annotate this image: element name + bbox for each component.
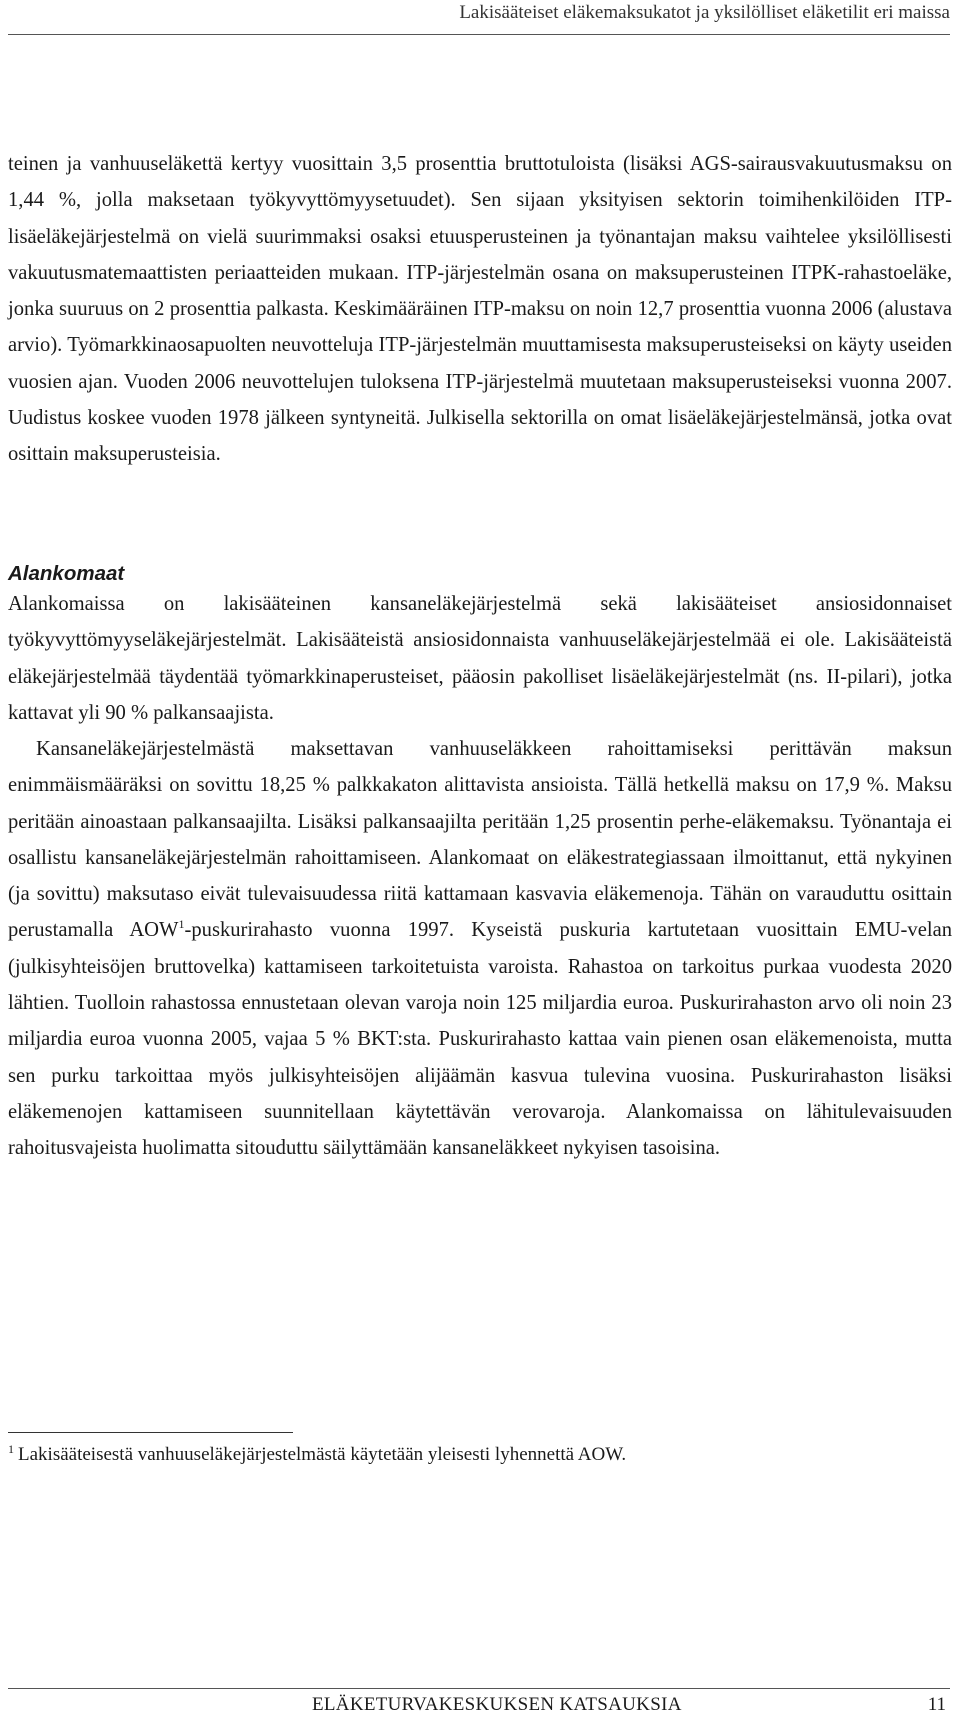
footnote-reference[interactable]: 1 — [178, 917, 185, 932]
footnote-mark: 1 — [8, 1441, 14, 1456]
header-divider — [8, 34, 950, 35]
paragraph-1 — [8, 146, 952, 473]
paragraph-text-part: -puskurirahasto vuonna 1997. Kyseistä puskuria kartutetaan vuosittain EMU-velan (julkisyhteisöjen bruttovelka) kattamiseen tarkoitetuista varoista. Rahastoa on tarkoitus purkaa vuodesta 2020 lähtien. Tuolloin rahastossa ennustetaan olevan varoja noin 125 miljardia euroa. Puskurirahaston arvo oli noin 23 miljardia euroa vuonna 2005, vajaa 5 % BKT:sta. Puskurirahasto kattaa vain pienen osan eläkemenoista, mutta sen purku tarkoittaa myös julkisyhteisöjen alijäämän kasvua tulevina vuosina. Puskurirahaston lisäksi eläkemenojen kattamiseen suunnitellaan käytettävän verovaroja. Alankomaissa on lähitulevaisuuden rahoitusvajeista huolimatta sitouduttu säilyttämään kansaneläkkeet nykyisen tasoisina. — [8, 919, 953, 1160]
footnote — [8, 1440, 626, 1470]
footer-publication-title: ELÄKETURVAKESKUKSEN KATSAUKSIA — [312, 1694, 682, 1715]
footer-divider — [8, 1688, 950, 1689]
running-header: Lakisääteiset eläkemaksukatot ja yksilölliset eläketilit eri maissa — [459, 2, 950, 23]
footnote-text: Lakisääteisestä vanhuuseläkejärjestelmästä käytetään yleisesti lyhennettä AOW. — [18, 1444, 627, 1465]
paragraph-text-part: Kansaneläkejärjestelmästä maksettavan vanhuuseläkkeen rahoittamiseksi perittävän maksun enimmäismääräksi on sovittu 18,25 % palkkakaton alittavista ansioista. Tällä hetkellä maksu on 17,9 %. Maksu peritään ainoastaan palkansaajilta. Lisäksi palkansaajilta peritään 1,25 prosentin perhe-eläkemaksu. Työnantaja ei osallistu kansaneläkejärjestelmän rahoittamiseen. Alankomaat on eläkestrategiassaan ilmoittanut, että nykyinen (ja sovittu) maksutaso eivät tulevaisuudessa riitä kattamaan kasvavia eläkemenoja. Tähän on varauduttu osittain perustamalla AOW — [8, 738, 952, 942]
paragraph-text: Alankomaissa on lakisääteinen kansaneläkejärjestelmä sekä lakisääteiset ansiosidonnaiset työkyvyttömyyseläkejärjestelmät. Lakisääteistä ansiosidonnaista vanhuuseläkejärjestelmää ei ole. Lakisääteistä eläkejärjestelmää täydentää työmarkkinaperusteiset, pääosin pakolliset lisäeläkejärjestelmät (ns. II-pilari), jotka kattavat yli 90 % palkansaajista. — [8, 593, 952, 724]
page-number: 11 — [927, 1694, 946, 1715]
paragraph-2 — [8, 586, 952, 731]
paragraph-3 — [8, 731, 952, 1167]
footnote-divider — [8, 1432, 293, 1433]
section-heading: Alankomaat — [8, 562, 125, 585]
paragraph-text: teinen ja vanhuuseläkettä kertyy vuosittain 3,5 prosenttia bruttotuloista (lisäksi AGS-sairausvakuutusmaksu on 1,44 %, jolla maksetaan työkyvyttömyysetuudet). Sen sijaan yksityisen sektorin toimihenkilöiden ITP-lisäeläkejärjestelmä on vielä suurimmaksi osaksi etuusperusteinen ja työnantajan maksu vaihtelee yksilöllisesti vakuutusmatemaattisten periaatteiden mukaan. ITP-järjestelmän osana on maksuperusteinen ITPK-rahastoeläke, jonka suuruus on 2 prosenttia palkasta. Keskimääräinen ITP-maksu on noin 12,7 prosenttia vuonna 2006 (alustava arvio). Työmarkkinaosapuolten neuvotteluja ITP-järjestelmän muuttamisesta maksuperusteiseksi on käyty useiden vuosien ajan. Vuoden 2006 neuvottelujen tuloksena ITP-järjestelmä muutetaan maksuperusteiseksi vuonna 2007. Uudistus koskee vuoden 1978 jälkeen syntyneitä. Julkisella sektorilla on omat lisäeläkejärjestelmänsä, jotka ovat osittain maksuperusteisia. — [8, 153, 952, 466]
paragraph-text — [8, 731, 952, 1167]
